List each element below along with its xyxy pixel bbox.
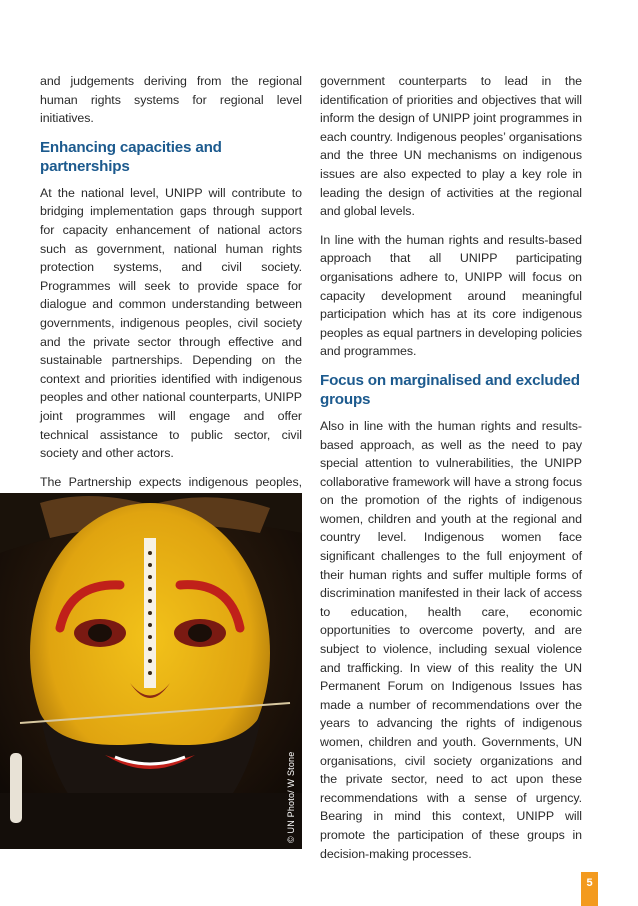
right-paragraph-2: In line with the human rights and results-based approach that all UNIPP participating organisations adhere to, UNIPP will focus on capacity development around meaningful participation which has at its core indigenous peoples as equal partners in developing policies and programmes. <box>320 232 582 359</box>
right-column <box>320 72 582 873</box>
portrait-photo <box>0 493 302 849</box>
heading-focus-marginalised: Focus on marginalised and excluded groups <box>320 371 580 408</box>
page-number: 5 <box>581 872 598 906</box>
left-paragraph-3: The Partnership expects indigenous peoples, <box>40 474 302 489</box>
heading-enhancing-capacities: Enhancing capacities and partnerships <box>40 138 222 175</box>
photo-credit: © UN Photo/ W Stone <box>286 751 296 843</box>
left-paragraph-2: At the national level, UNIPP will contribute to bridging implementation gaps through support for capacity enhancement of national actors such as government, national human rights protection systems, and civil society. Programmes will seek to provide space for dialogue and common understanding between governments, indigenous peoples, civil society and the private sector through effective and sustainable partnerships. Depending on the context and priorities identified with indigenous peoples and other national counterparts, UNIPP joint programmes will engage and offer technical assistance to public sector, civil society and other actors. <box>40 185 302 461</box>
left-paragraph-1: and judgements deriving from the regional human rights systems for regional level initiatives. <box>40 74 302 126</box>
right-paragraph-3: Also in line with the human rights and results-based approach, as well as the need to pay special attention to vulnerabilities, the UNIPP collaborative framework will have a strong focus on the promotion of the rights of indigenous women, children and youth at the regional and country level. Indigenous women face significant challenges to the full enjoyment of their human rights and suffer multiple forms of discrimination manifested in their lack of access to education, health care, economic opportunities to overcome poverty, and are subject to violence, including sexual violence and trafficking. In view of this reality the UN Permanent Forum on Indigenous Issues has made a number of recommendations over the years to advancing the rights of indigenous women, children and youth. Governments, UN organisations, civil society organizations and the private sector, need to act upon these recommendations with a sense of urgency. Bearing in mind this context, UNIPP will promote the participation of these groups in decision-making processes. <box>320 418 582 861</box>
left-column <box>40 72 302 520</box>
painted-face-illustration <box>0 493 302 849</box>
right-paragraph-1: government counterparts to lead in the identification of priorities and objectives that will inform the design of UNIPP joint programmes in each country. Indigenous peoples’ organisations and the three UN mechanisms on indigenous issues are also expected to play a key role in leading the design of activities at the regional and global levels. <box>320 74 582 219</box>
